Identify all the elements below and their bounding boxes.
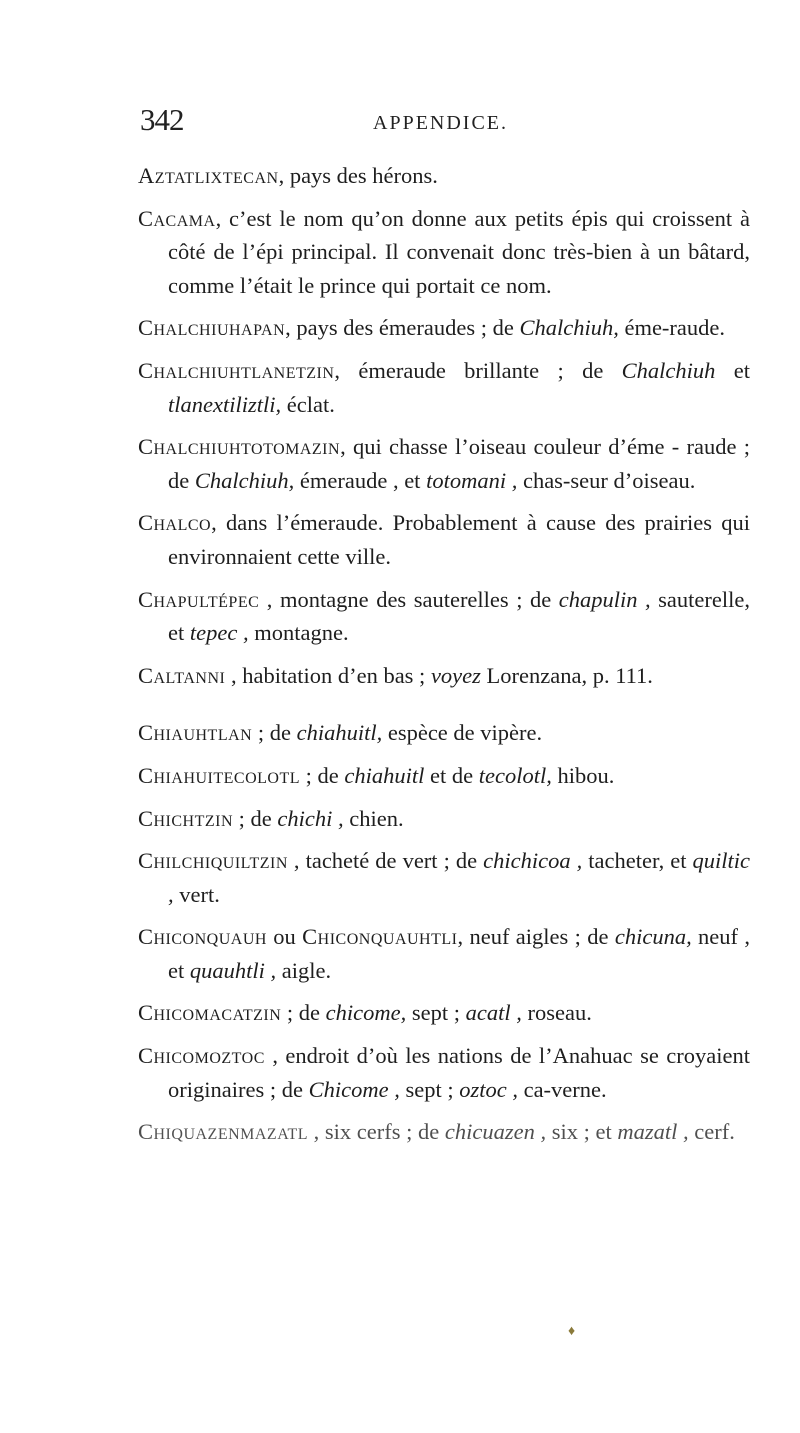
- entry-text: chas-seur d’oiseau.: [517, 467, 696, 493]
- entry-text: six ; et: [546, 1119, 618, 1145]
- entry-text: cerf.: [688, 1119, 735, 1145]
- entry-text: aigle.: [276, 957, 332, 983]
- entry-italic: tecolotl,: [478, 762, 552, 788]
- headword: Chalchiuhapan: [138, 315, 286, 341]
- entry-text: , habitation d’en bas ;: [225, 662, 431, 688]
- entry-italic: Chalchiuh,: [194, 467, 295, 493]
- entry-italic: chichicoa ,: [483, 848, 583, 874]
- entry-chiquazenmazatl: [138, 1115, 750, 1149]
- entry-italic: tlanextiliztli,: [168, 391, 282, 417]
- entry-italic: mazatl ,: [617, 1119, 689, 1145]
- entry-italic: chicuazen ,: [444, 1119, 547, 1145]
- entry-text: , montagne des sauterelles ; de: [259, 586, 559, 612]
- entry-italic: chiahuitl,: [296, 720, 383, 746]
- headword: Chichtzin: [138, 805, 234, 831]
- glossary-entries: [138, 159, 750, 1158]
- entry-text: ou: [266, 924, 303, 950]
- entry-chiahuitecolotl: [138, 759, 750, 793]
- entry-text: vert.: [173, 881, 220, 907]
- entry-italic: chicuna,: [614, 924, 692, 950]
- page-header: [140, 102, 760, 142]
- entry-text: Lorenzana, p. 111.: [480, 662, 653, 688]
- entry-text: , tacheté de vert ; de: [287, 848, 484, 874]
- entry-chalchiuhtlanetzin: [138, 354, 750, 421]
- entry-chiauhtlan: [138, 716, 750, 750]
- entry-italic: chicome,: [325, 1000, 407, 1026]
- entry-italic: chiahuitl: [344, 762, 425, 788]
- entry-text: , pays des hérons.: [278, 163, 438, 188]
- entry-chalco: [138, 506, 750, 573]
- headword: Chalchiuhtlanetzin: [138, 357, 335, 383]
- entry-text: , émeraude brillante ; de: [334, 357, 622, 383]
- entry-text: , qui chasse l’oiseau couleur d’éme - raude ; de: [168, 434, 750, 493]
- entry-italic: oztoc ,: [459, 1076, 518, 1102]
- entry-text: montagne.: [248, 620, 349, 646]
- entry-text: émeraude , et: [294, 467, 427, 493]
- entry-italic: tepec ,: [189, 620, 249, 646]
- entry-text: et: [715, 357, 750, 383]
- entry-chalchiuhapan: [138, 311, 750, 345]
- running-head: APPENDICE.: [373, 112, 509, 134]
- headword: Chiconquauh: [138, 924, 267, 950]
- headword: Chiahuitecolotl: [138, 762, 301, 788]
- entry-text: et de: [424, 762, 479, 788]
- entry-text: ; de: [300, 762, 345, 788]
- entry-text: ca-verne.: [517, 1076, 607, 1102]
- entry-italic: Chalchiuh,: [519, 315, 619, 341]
- entry-text: tacheter, et: [582, 848, 693, 874]
- entry-cacama: [138, 202, 750, 303]
- entry-chapultepec: [138, 583, 750, 650]
- entry-text: ; de: [233, 805, 278, 831]
- headword: Aztatlixtecan: [138, 163, 279, 188]
- entry-text: éclat.: [281, 391, 335, 417]
- entry-text: , c’est le nom qu’on donne aux petits épis qui croissent à côté de l’épi principal. Il convenait donc très-bien à un bâtard, comme l’était le prince qui portait ce nom.: [168, 205, 750, 298]
- entry-chicomacatzin: [138, 996, 750, 1030]
- entry-chiconquauh: [138, 920, 750, 987]
- entry-text: , neuf aigles ; de: [457, 924, 615, 950]
- printer-ornament: ♦: [568, 1324, 576, 1339]
- entry-text: sept ;: [406, 1000, 466, 1026]
- entry-italic: Chalchiuh: [621, 357, 716, 383]
- entry-text: sauterelle, et: [168, 586, 750, 646]
- headword: Chicomacatzin: [138, 1000, 282, 1026]
- entry-italic: voyez: [430, 662, 481, 688]
- headword: Chicomoztoc: [138, 1043, 265, 1069]
- entry-text: espèce de vipère.: [382, 720, 543, 746]
- headword: Chiauhtlan: [138, 720, 253, 746]
- entry-text: roseau.: [521, 1000, 592, 1026]
- entry-italic: Chicome ,: [308, 1076, 400, 1102]
- entry-text: neuf , et: [168, 924, 751, 983]
- headword: Chalco: [138, 510, 212, 536]
- entry-chicomoztoc: [138, 1039, 750, 1106]
- headword: Cacama: [138, 205, 216, 231]
- entry-italic: quauhtli ,: [189, 957, 277, 983]
- entry-italic: chapulin ,: [558, 586, 651, 612]
- entry-text: , dans l’émeraude. Probablement à cause des prairies qui environnaient cette ville.: [168, 510, 750, 569]
- headword: Chapultépec: [138, 586, 260, 612]
- page-number: 342: [140, 102, 184, 137]
- headword-variant: Chiconquauhtli: [302, 924, 458, 950]
- entry-aztatlixtecan: [138, 159, 750, 193]
- entry-italic: acatl ,: [465, 1000, 522, 1026]
- entry-chichtzin: [138, 802, 750, 836]
- entry-text: ; de: [252, 720, 297, 746]
- entry-text: sept ;: [399, 1076, 460, 1102]
- headword: Caltanni: [138, 662, 226, 688]
- entry-text: , endroit d’où les nations de l’Anahuac se croyaient originaires ; de: [168, 1043, 750, 1102]
- headword: Chalchiuhtotomazin: [138, 434, 341, 460]
- entry-caltanni: [138, 659, 750, 693]
- entry-text: , pays des émeraudes ; de: [285, 315, 520, 341]
- entry-italic: quiltic ,: [168, 848, 751, 907]
- headword: Chiquazenmazatl: [138, 1119, 309, 1145]
- entry-chilchiquiltzin: [138, 844, 750, 911]
- headword: Chilchiquiltzin: [138, 848, 288, 874]
- entry-italic: totomani ,: [426, 467, 518, 493]
- entry-text: ; de: [281, 1000, 326, 1026]
- entry-text: hibou.: [551, 762, 615, 788]
- entry-italic: chichi ,: [277, 805, 344, 831]
- entry-chalchiuhtotomazin: [138, 430, 750, 497]
- entry-text: éme-raude.: [618, 315, 726, 341]
- entry-text: chien.: [343, 805, 404, 831]
- entry-text: , six cerfs ; de: [308, 1119, 445, 1145]
